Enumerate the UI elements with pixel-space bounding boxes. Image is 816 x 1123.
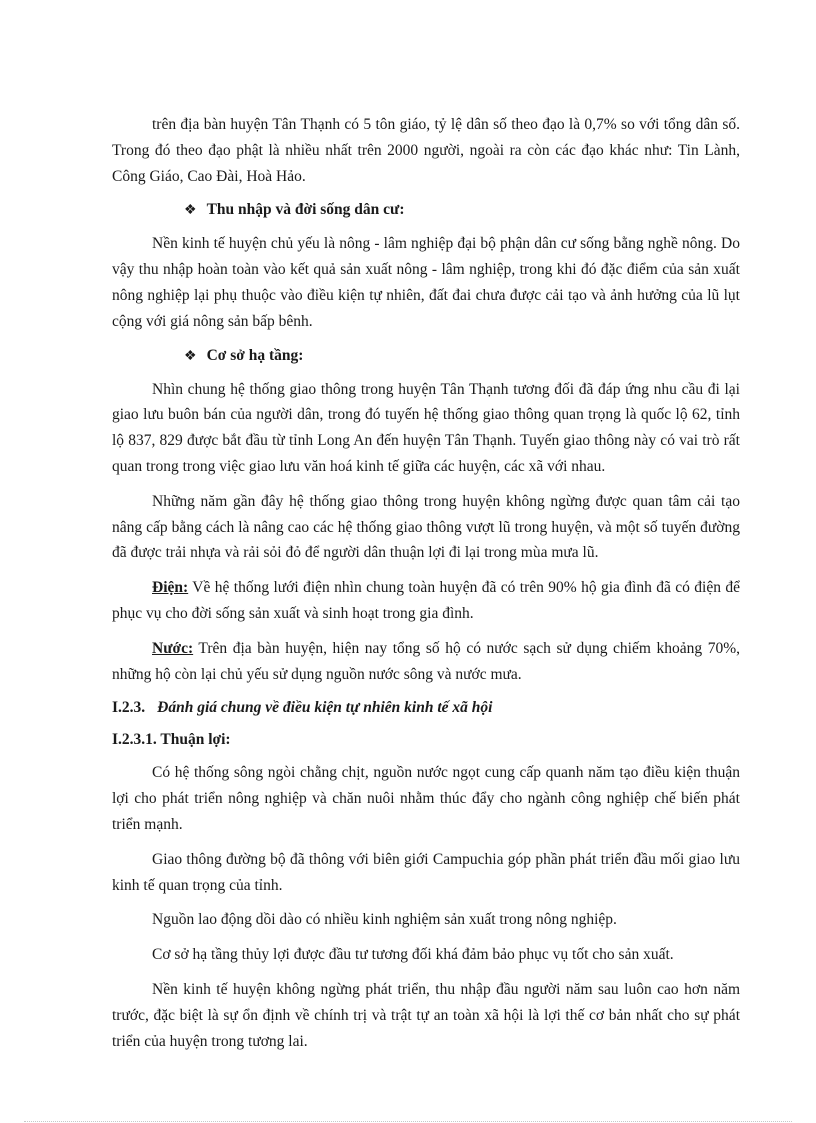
subheading-infrastructure: [184, 344, 740, 369]
paragraph-advantage-2: Giao thông đường bộ đã thông với biên giới Campuchia góp phần phát triển đầu mối giao lưu kinh tế quan trọng của tỉnh.: [112, 850, 740, 894]
paragraph-advantage-4: Cơ sở hạ tầng thủy lợi được đầu tư tương đối khá đảm bảo phục vụ tốt cho sản xuất.: [152, 946, 674, 964]
subheading-infrastructure-text: Cơ sở hạ tầng:: [206, 346, 304, 364]
subheading-income-text: Thu nhập và đời sống dân cư:: [206, 201, 405, 219]
paragraph-transport-1: Nhìn chung hệ thống giao thông trong huyện Tân Thạnh tương đối đã đáp ứng nhu cầu đi lại giao lưu buôn bán của người dân, trong đó tuyến hệ thống giao thông quan trọng là quốc lộ 62, tỉnh lộ 837, 829 được bắt đầu từ tỉnh Long An đến huyện Tân Thạnh. Tuyến giao thông này có vai trò rất quan trong trong việc giao lưu văn hoá kinh tế giữa các huyện, các xã với nhau.: [112, 380, 740, 475]
subsection-heading: I.2.3.1. Thuận lợi:: [112, 731, 231, 749]
paragraph-advantage-3: Nguồn lao động dồi dào có nhiều kinh nghiệm sản xuất trong nông nghiệp.: [152, 911, 617, 929]
electricity-label: Điện:: [152, 579, 189, 597]
document-page: [112, 112, 740, 1063]
paragraph-income: Nền kinh tế huyện chủ yếu là nông - lâm nghiệp đại bộ phận dân cư sống bằng nghề nông. Do vậy thu nhập hoàn toàn vào kết quả sản xuất nông - lâm nghiệp, trong khi đó đặc điểm của sản xuất nông nghiệp lại phụ thuộc vào điều kiện tự nhiên, đất đai chưa được cải tạo và ảnh hưởng của lũ lụt cộng với giá nông sản bấp bênh.: [112, 235, 740, 330]
paragraph-advantage-5: Nền kinh tế huyện không ngừng phát triển, thu nhập đầu người năm sau luôn cao hơn năm trước, đặc biệt là sự ổn định về chính trị và trật tự an toàn xã hội là lợi thế cơ bản nhất cho sự phát triển của huyện trong tương lai.: [112, 980, 740, 1050]
page-bottom-rule: [24, 1121, 792, 1122]
electricity-text: Về hệ thống lưới điện nhìn chung toàn huyện đã có trên 90% hộ gia đình đã có điện để phục vụ cho đời sống sản xuất và sinh hoạt trong gia đình.: [112, 579, 740, 622]
section-heading: [112, 696, 740, 720]
paragraph-religion: trên địa bàn huyện Tân Thạnh có 5 tôn giáo, tỷ lệ dân số theo đạo là 0,7% so với tổng dân số. Trong đó theo đạo phật là nhiều nhất trên 2000 người, ngoài ra còn các đạo khác như: Tin Lành, Công Giáo, Cao Đài, Hoà Hảo.: [112, 116, 740, 185]
paragraph-electricity: [112, 575, 740, 627]
section-number: I.2.3.: [112, 699, 146, 717]
paragraph-advantage-1: Có hệ thống sông ngòi chằng chịt, nguồn nước ngọt cung cấp quanh năm tạo điều kiện thuận lợi cho phát triển nông nghiệp và chăn nuôi nhằm thúc đẩy cho ngành công nghiệp chế biến phát triển mạnh.: [112, 764, 740, 833]
paragraph-water: [112, 636, 740, 688]
paragraph-transport-2: Những năm gần đây hệ thống giao thông trong huyện không ngừng được quan tâm cải tạo nâng cấp bằng cách là nâng cao các hệ thống giao thông vượt lũ trong huyện, và một số tuyến đường đã được trải nhựa và rải sỏi đỏ để người dân thuận lợi đi lại trong mùa mưa lũ.: [112, 492, 740, 562]
section-title: Đánh giá chung về điều kiện tự nhiên kinh tế xã hội: [157, 699, 493, 717]
water-text: Trên địa bàn huyện, hiện nay tổng số hộ có nước sạch sử dụng chiếm khoảng 70%, những hộ còn lại chủ yếu sử dụng nguồn nước sông và nước mưa.: [112, 639, 740, 683]
water-label: Nước:: [152, 639, 194, 657]
diamond-bullet-icon: ❖: [184, 203, 197, 219]
subheading-income: [184, 198, 740, 223]
diamond-bullet-icon: ❖: [184, 348, 197, 364]
